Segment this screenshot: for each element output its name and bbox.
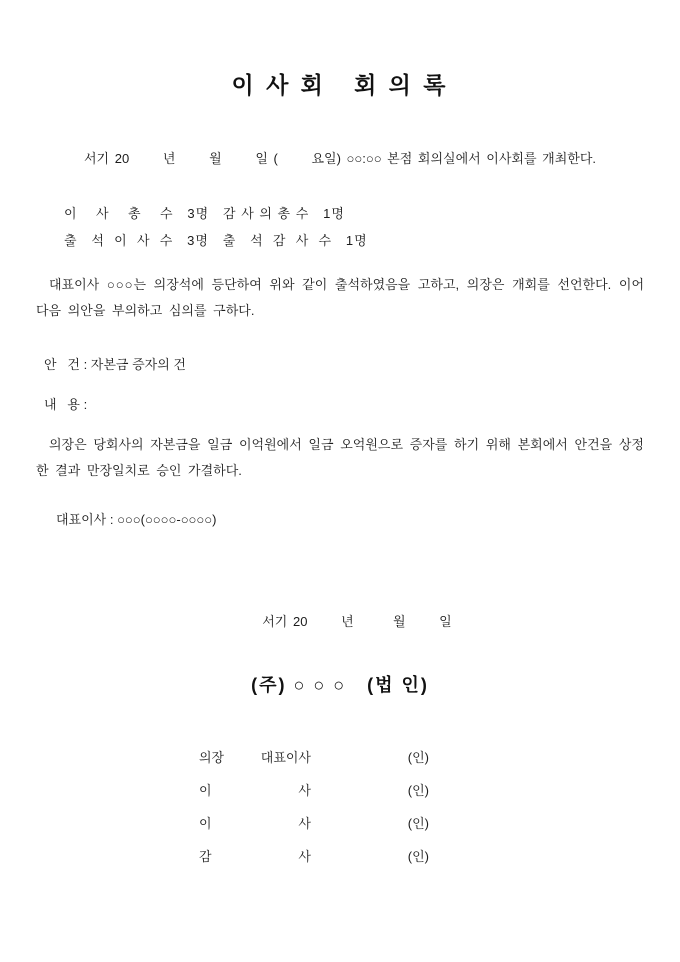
signature-title: 감 사 [199,849,311,864]
seal-placeholder: (인) [407,849,429,864]
seal-placeholder: (인) [407,783,429,798]
signature-title: 의장 대표이사 [199,750,311,765]
closing-date-line: 서기 20 년 월 일 [262,614,452,629]
content-label-line: 내 용 : [44,397,88,412]
declaration-paragraph: 대표이사 ○○○는 의장석에 등단하여 위와 같이 출석하였음을 고하고, 의장은 개회를 선언한다. 이어 다음 의안을 부의하고 심의를 구하다. [36,277,644,318]
opening-date-line: 서기 20 년 월 일 ( 요일) ○○:○○ 본점 회의실에서 이사회를 개최한다. [84,151,596,166]
signature-row-director-1 [199,778,429,804]
signature-row-auditor [199,844,429,870]
signature-title: 이 사 [199,816,311,831]
ceo-signature-line: 대표이사 : ○○○(○○○○-○○○○) [56,512,217,527]
seal-placeholder: (인) [407,750,429,765]
seal-placeholder: (인) [407,816,429,831]
signature-block [199,745,644,870]
attendance-section [64,200,644,254]
attendance-line-directors: 이 사 총 수 3명 감 사 의 총 수 1명 [64,206,345,221]
signature-title: 이 사 [199,783,311,798]
signature-row-director-2 [199,811,429,837]
agenda-line: 안 건 : 자본금 증자의 건 [44,357,186,372]
company-name-line: (주) ○ ○ ○ (법 인) [251,675,429,695]
document-title: 이 사 회 회 의 록 [231,72,449,98]
resolution-paragraph: 의장은 당회사의 자본금을 일금 이억원에서 일금 오억원으로 증자를 하기 위해 본회에서 안건을 상정 한 결과 만장일치로 승인 가결하다. [36,437,644,478]
signature-row-chairman-ceo [199,745,429,771]
attendance-line-present: 출 석 이 사 수 3명 출 석 감 사 수 1명 [64,233,368,248]
